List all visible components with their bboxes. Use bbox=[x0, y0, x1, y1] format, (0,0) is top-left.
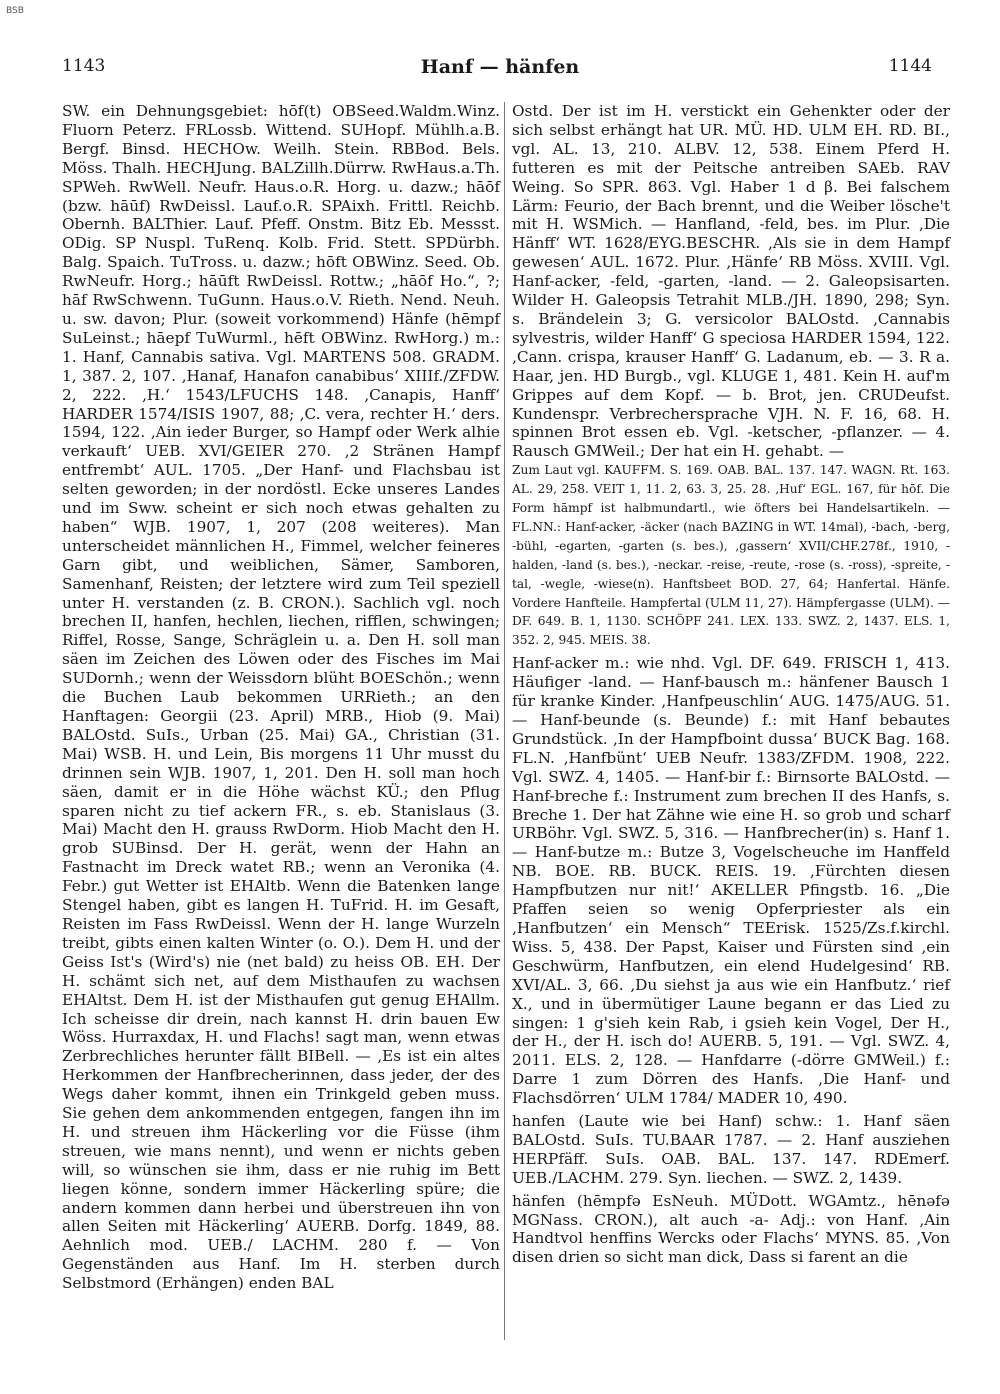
right-page-number: 1144 bbox=[888, 56, 932, 76]
left-page-number: 1143 bbox=[62, 56, 106, 76]
left-column bbox=[62, 102, 500, 1293]
dictionary-entry-hanfen: hanfen (Laute wie bei Hanf) schw.: 1. Hanf säen BALOstd. SuIs. TU.BAAR 1787. — 2. Hanf ausziehen HERPfäff. SuIs. OAB. BAL. 137. 147. RDEmerf. UEB./LACHM. 279. Syn. liechen. — SWZ. 2, 1439. bbox=[512, 1112, 950, 1187]
library-stamp: BSB bbox=[6, 6, 24, 16]
dictionary-text-block: Ostd. Der ist im H. verstickt ein Gehenkter oder der sich selbst erhängt hat UR. MÜ. HD. ULM EH. RD. BI., vgl. AL. 13, 210. ALBV. 12, 538. Einem Pferd H. futteren es mit der Peitsche antreiben SAEb. RAV Weing. So SPR. 863. Vgl. Haber 1 d β. Bei falschem Lärm: Feurio, der Bach brennt, und die Weiber lösche't mit H. WSMich. — Hanfland, -feld, bes. im Plur. ‚Die Hänff‘ WT. 1628/EYG.BESCHR. ‚Als sie in dem Hampf gewesen‘ AUL. 1672. Plur. ‚Hänfe‘ RB Möss. XVIII. Vgl. Hanf-acker, -feld, -garten, -land. — 2. Galeopsisarten. Wilder H. Galeopsis Tetrahit MLB./JH. 1890, 298; Syn. s. Brändelein 3; G. versicolor BALOstd. ‚Cannabis sylvestris, wilder Hanff‘ G speciosa HARDER 1594, 122. ‚Cann. crispa, krauser Hanff‘ G. Ladanum, eb. — 3. R a. Haar, jen. HD Burgb., vgl. KLUGE 1, 481. Kein H. auf'm Grippes auf dem Kopf. — b. Brot, jen. CRUDeufst. Kundenspr. Verbrechersprache VJH. N. F. 16, 68. H. spinnen Brot essen eb. Vgl. -ketscher, -pflanzer. — 4. Rausch GMWeil.; Der hat ein H. gehabt. — bbox=[512, 102, 950, 461]
page-header bbox=[0, 56, 1000, 86]
dictionary-notes-block: Zum Laut vgl. KAUFFM. S. 169. OAB. BAL. 137. 147. WAGN. Rt. 163. AL. 29, 258. VEIT 1, 11. 2, 63. 3, 25. 28. ‚Huf‘ EGL. 167, für hōf. Die Form hāmpf ist halbmundartl., wie öfters bei Handelsartikeln. — FL.NN.: Hanf-acker, -äcker (nach BAZING in WT. 14mal), -bach, -berg, -bühl, -egarten, -garten (s. bes.), ‚gassern‘ XVII/CHF.278f., 1910, -halden, -land (s. bes.), -neckar. -reise, -reute, -rose (s. -ross), -spreite, -tal, -wegle, -wiese(n). Hanftsbeet BOD. 27, 64; Hanfertal. Hänfe. Vordere Hanfteile. Hampfertal (ULM 11, 27). Hämpfergasse (ULM). — DF. 649. B. 1, 1130. SCHÖPF 241. LEX. 133. SWZ. 2, 1437. ELS. 1, 352. 2, 945. MEIS. 38. bbox=[512, 463, 950, 648]
running-head: Hanf — hänfen bbox=[420, 56, 580, 78]
dictionary-entry-hanf-compounds: Hanf-acker m.: wie nhd. Vgl. DF. 649. FRISCH 1, 413. Häufiger -land. — Hanf-bausch m.: hänfener Bausch 1 für kranke Kinder. ‚Hanfpeuschlin‘ AUG. 1475/AUG. 51. — Hanf-beunde (s. Beunde) f.: mit Hanf bebautes Grundstück. ‚In der Hampfboint dussa‘ BUCK Bag. 168. FL.N. ‚Hanfbünt‘ UEB Neufr. 1383/ZFDM. 1908, 222. Vgl. SWZ. 4, 1405. — Hanf-bir f.: Birnsorte BALOstd. — Hanf-breche f.: Instrument zum brechen II des Hanfs, s. Breche 1. Der hat Zähne wie eine H. so grob und scharf URBöhr. Vgl. SWZ. 5, 316. — Hanfbrecher(in) s. Hanf 1. — Hanf-butze m.: Butze 3, Vogelscheuche im Hanffeld NB. BOE. RB. BUCK. REIS. 19. ‚Fürchten diesen Hampfbutzen nur nit!‘ AKELLER Pfingstb. 16. „Die Pfaffen seien so wenig Opferpriester als ein ‚Hanfbutzen‘ ein Mensch“ TEErisk. 1525/Zs.f.kirchl. Wiss. 5, 438. Der Papst, Kaiser und Fürsten sind ‚ein Geschwürm, Hanfbutzen, ein elend Hudelgesind‘ RB. XVI/AL. 3, 66. ‚Du siehst ja aus wie ein Hanfbutz.‘ rief X., und in übermütiger Laune begann er das Lied zu singen: 1 g'sieh kein Rab, i gsieh kein Vogel, Der H., der H., der H. isch do! AUERB. 5, 191. — Vgl. SWZ. 4, 2011. ELS. 2, 128. — Hanfdarre (-dörre GMWeil.) f.: Darre 1 zum Dörren des Hanfs. ‚Die Hanf- und Flachsdörren‘ ULM 1784/ MADER 10, 490. bbox=[512, 654, 950, 1108]
dictionary-text-block: SW. ein Dehnungsgebiet: hōf(t) OBSeed.Waldm.Winz. Fluorn Peterz. FRLossb. Wittend. SUHopf. Mühlh.a.B. Bergf. Binsd. HECHOw. Weilh. Stein. RBBod. Bels. Möss. Thalh. HECHJung. BALZillh.Dürrw. RwHaus.a.Th. SPWeh. RwWell. Neufr. Haus.o.R. Horg. u. dazw.; hāōf (bzw. hāūf) RwDeissl. Lauf.o.R. SPAixh. Frittl. Reichb. Obernh. BALThier. Lauf. Pfeff. Onstm. Bitz Eb. Messst. ODig. SP Nuspl. TuRenq. Kolb. Frid. Stett. SPDürbh. Balg. Spaich. TuTross. u. dazw.; hōft OBWinz. Seed. Ob. RwNeufr. Horg.; hāūft RwDeissl. Rottw.; „hāōf Ho.“, ?; hāf RwSchwenn. TuGunn. Haus.o.V. Rieth. Nend. Neuh. u. sw. davon; Plur. (soweit vorkommend) Hänfe (hēmpf SuLeinst.; hāepf TuWurml., hēft OBWinz. RwHorg.) m.: 1. Hanf, Cannabis sativa. Vgl. MARTENS 508. GRADM. 1, 387. 2, 107. ‚Hanaf, Hanafon canabibus‘ XIIIf./ZFDW. 2, 222. ‚H.‘ 1543/LFUCHS 148. ‚Canapis, Hanff‘ HARDER 1574/ISIS 1907, 88; ‚C. vera, rechter H.‘ ders. 1594, 122. ‚Ain ieder Burger, so Hampf oder Werk alhie verkauft‘ UEB. XVI/GEIER 270. ‚2 Stränen Hampf entfrembt‘ AUL. 1705. „Der Hanf- und Flachsbau ist selten geworden; in der nordöstl. Ecke unseres Landes und im Sww. scheint er sich noch etwas gehalten zu haben“ WJB. 1907, 1, 207 (208 weiteres). Man unterscheidet männlichen H., Fimmel, welcher feineres Garn gibt, und weiblichen, Sämer, Samboren, Samenhanf, Reisten; der letztere wird zum Teil speziell unter H. verstanden (z. B. CRON.). Sachlich vgl. noch brechen II, hanfen, hechlen, liechen, rifflen, schwingen; Riffel, Rosse, Sange, Schräglein u. a. Den H. soll man säen im Zeichen des Löwen oder des Fisches im Mai SUDornh.; wenn der Weissdorn blüht BOESchön.; wenn die Buchen Laub bekommen URRieth.; an den Hanftagen: Georgii (23. April) MRB., Hiob (9. Mai) BALOstd. SuIs., Urban (25. Mai) GA., Christian (31. Mai) WSB. H. und Lein, Bis morgens 11 Uhr musst du drinnen sein WJB. 1907, 1, 201. Den H. soll man hoch säen, damit er in die Höhe wächst KÜ.; den Pflug sparen nicht zu tief ackern FR., s. eb. Stanislaus (3. Mai) Macht den H. grauss RwDorm. Hiob Macht den H. grob SUBinsd. Der H. gerät, wenn der Hahn an Fastnacht im Dreck watet RB.; wenn an Veronika (4. Febr.) gut Wetter ist EHAltb. Wenn die Batenken lange Stengel haben, gibt es langen H. TuFrid. H. im Gesaft, Reisten im Fass RwDeissl. Wenn der H. lange Wurzeln treibt, gibts einen kalten Winter (o. O.). Dem H. und der Geiss Ist's (Wird's) nie (net bald) zu heiss OB. EH. Der H. schämt sich net, auf dem Misthaufen zu wachsen EHAltst. Dem H. ist der Misthaufen gut genug EHAllm. Ich scheisse dir drein, nach kannst H. drin bauen Ew Wöss. Hurraxdax, H. und Flachs! sagt man, wenn etwas Zerbrechliches herunter fällt BIBell. — ‚Es ist ein altes Herkommen der Hanfbrecherinnen, dass jeder, der des Wegs daher kommt, ihnen ein Trinkgeld geben muss. Sie gehen dem ankommenden entgegen, fangen ihn im H. und streuen ihm Häckerling vor die Füsse (ihm streuen, wie mans nennt), und wenn er nichts geben will, so wünschen sie ihm, dass er nie ruhig im Bett liegen könne, sondern immer Häckerling spüre; die andern kommen dann herbei und überstreuen ihn von allen Seiten mit Häckerling‘ AUERB. Dorfg. 1849, 88. Aehnlich mod. UEB./ LACHM. 280 f. — Von Gegenständen aus Hanf. Im H. sterben durch Selbstmord (Erhängen) enden BAL bbox=[62, 102, 500, 1293]
dictionary-entry-haenfen: hänfen (hēmpfə EsNeuh. MÜDott. WGAmtz., hēnəfə MGNass. CRON.), alt auch -a- Adj.: von Hanf. ‚Ain Handtvol henffins Wercks oder Flachs‘ MYNS. 85. ‚Von disen drien so sicht man dick, Dass si farent an die bbox=[512, 1191, 950, 1267]
column-divider bbox=[504, 102, 505, 1340]
right-column bbox=[512, 102, 950, 1267]
